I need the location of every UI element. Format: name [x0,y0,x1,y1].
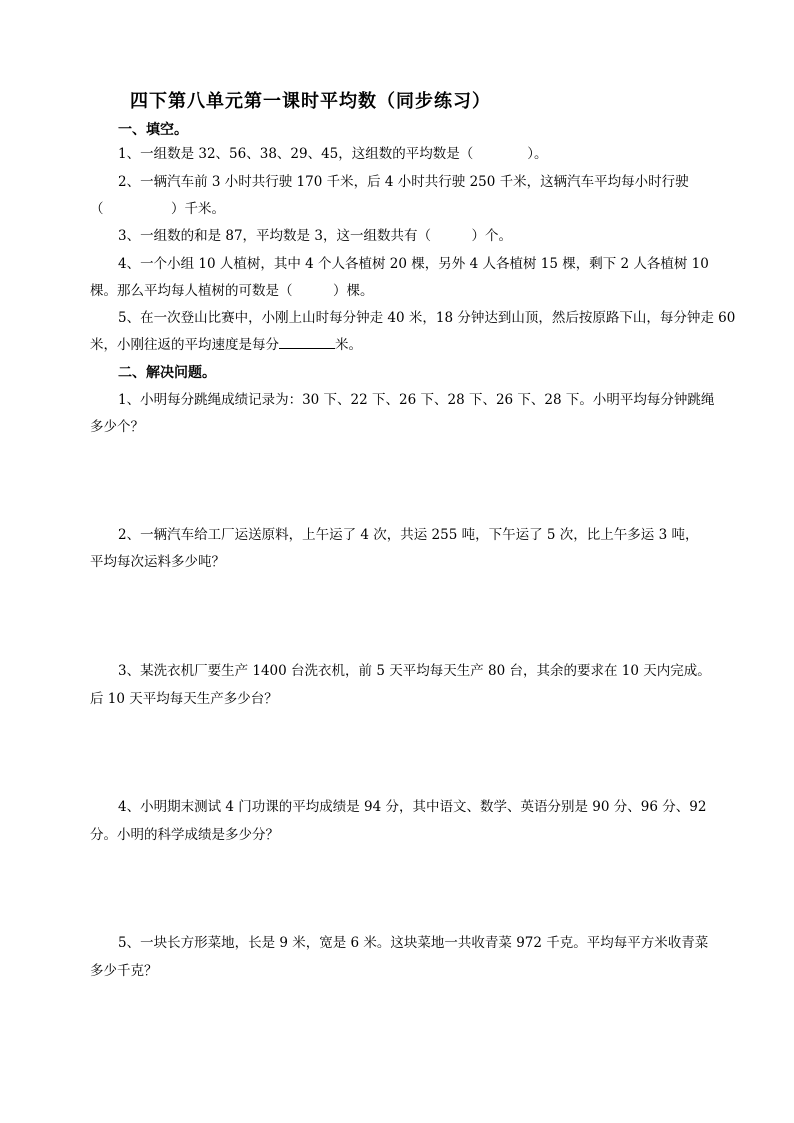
fill-question-4-line-1: 4、一个小组 10 人植树，其中 4 个人各植树 20 棵，另外 4 人各植树 15 棵，剩下 2 人各植树 10 [118,256,709,272]
problem-2-line-1: 2、一辆汽车给工厂运送原料，上午运了 4 次，共运 255 吨，下午运了 5 次，比上午多运 3 吨， [118,527,699,543]
fill-question-5-line-1: 5、在一次登山比赛中，小刚上山时每分钟走 40 米，18 分钟达到山顶，然后按原路下山，每分钟走 60 [118,310,736,326]
fill-question-5-text-b: 米。 [335,337,362,353]
fill-question-5-text-a: 米，小刚往返的平均速度是每分 [90,337,279,353]
fill-question-5-line-2 [90,335,362,355]
fill-question-2-line-1: 2、一辆汽车前 3 小时共行驶 170 千米，后 4 小时共行驶 250 千米，这辆汽车平均每小时行驶 [118,174,689,190]
problem-1-line-2: 多少个？ [90,419,144,435]
problem-3-line-2: 后 10 天平均每天生产多少台？ [90,691,278,707]
problem-1-line-1: 1、小明每分跳绳成绩记录为：30 下、22 下、26 下、28 下、26 下、28 下。小明平均每分钟跳绳 [118,392,715,408]
answer-blank [279,336,335,349]
problem-2-line-2: 平均每次运料多少吨？ [90,554,225,570]
fill-question-1: 1、一组数是 32、56、38、29、45，这组数的平均数是（ ）。 [118,146,548,162]
fill-question-2-line-2: （ ）千米。 [90,201,225,217]
fill-question-4-line-2: 棵。那么平均每人植树的可数是（ ）棵。 [90,283,374,299]
section-heading-fill-blanks: 一、填空。 [118,122,188,138]
fill-question-3: 3、一组数的和是 87，平均数是 3，这一组数共有（ ）个。 [118,228,512,244]
section-heading-problems: 二、解决问题。 [118,365,216,381]
page-title: 四下第八单元第一课时平均数（同步练习） [130,91,491,112]
problem-5-line-1: 5、一块长方形菜地，长是 9 米，宽是 6 米。这块菜地一共收青菜 972 千克。平均每平方米收青菜 [118,935,709,951]
problem-5-line-2: 多少千克？ [90,963,158,979]
problem-3-line-1: 3、某洗衣机厂要生产 1400 台洗衣机，前 5 天平均每天生产 80 台，其余的要求在 10 天内完成。 [118,663,711,679]
problem-4-line-1: 4、小明期末测试 4 门功课的平均成绩是 94 分，其中语文、数学、英语分别是 90 分、96 分、92 [118,799,707,815]
problem-4-line-2: 分。小明的科学成绩是多少分？ [90,827,279,843]
